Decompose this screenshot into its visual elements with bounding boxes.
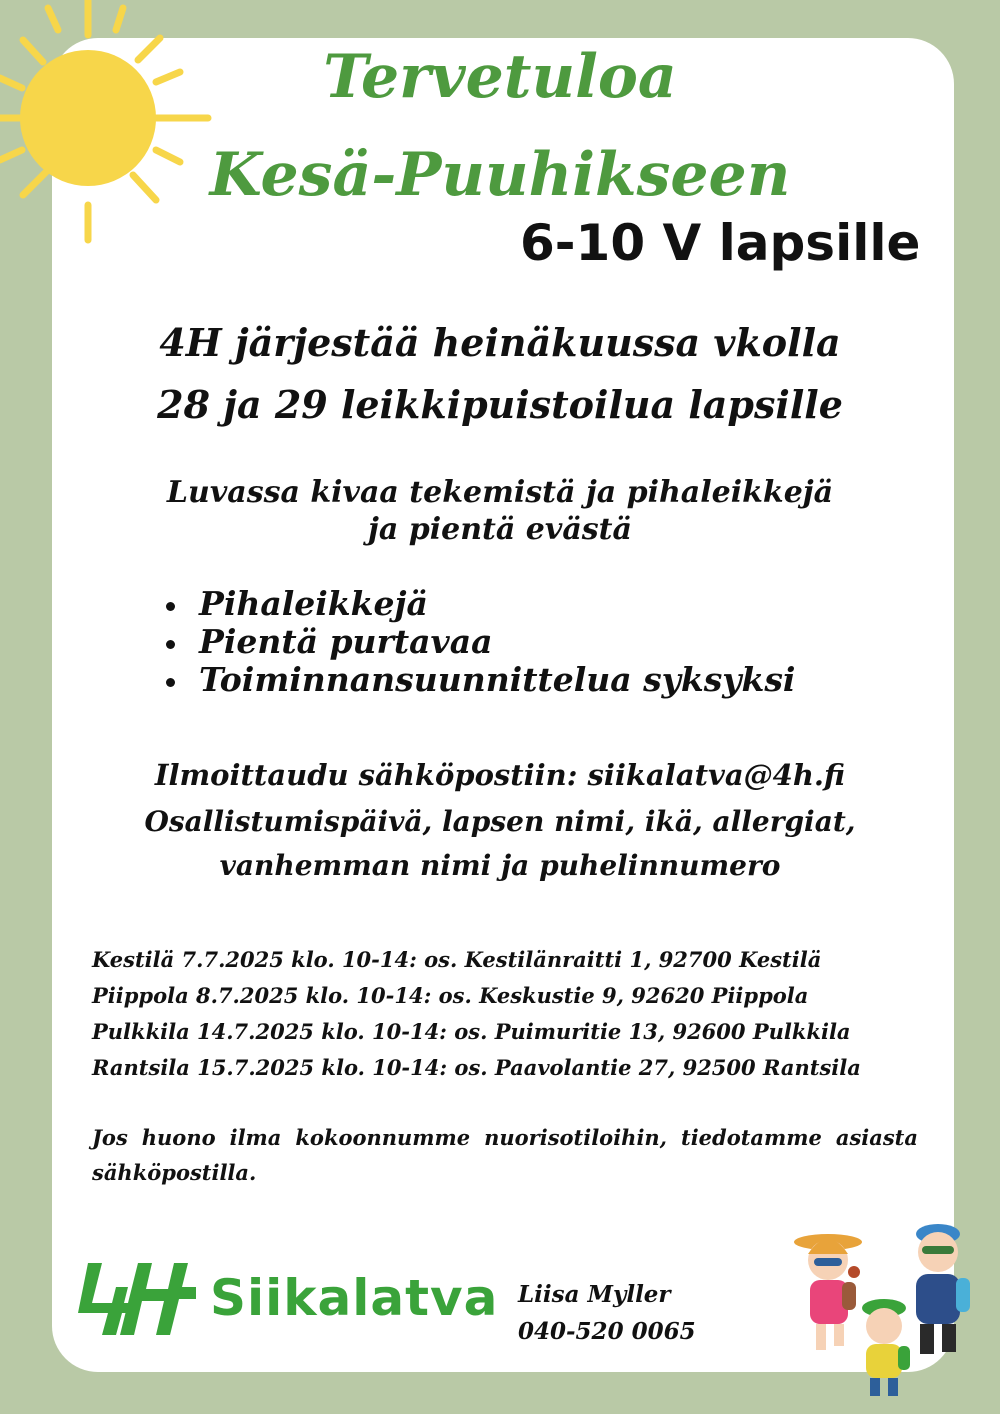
list-item: Pientä purtavaa — [166, 623, 795, 661]
intro-line-2: 28 ja 29 leikkipuistoilua lapsille — [157, 382, 843, 427]
title-line-2: Kesä-Puuhikseen — [209, 140, 791, 210]
logo-text: Siikalatva — [210, 1269, 499, 1327]
activity-list — [166, 585, 795, 699]
location-item: Pulkkila 14.7.2025 klo. 10-14: os. Puimuritie 13, 92600 Pulkkila — [92, 1019, 851, 1044]
contact-name: Liisa Myller — [518, 1281, 671, 1308]
registration-info-line-2: vanhemman nimi ja puhelinnumero — [219, 849, 781, 882]
title-line-1: Tervetuloa — [323, 42, 677, 112]
bullet-icon — [166, 678, 175, 687]
bullet-icon — [166, 602, 175, 611]
intro-text — [0, 312, 1000, 436]
location-item: Piippola 8.7.2025 klo. 10-14: os. Keskustie 9, 92620 Piippola — [92, 983, 809, 1008]
location-list — [92, 942, 861, 1086]
weather-note: Jos huono ilma kokoonnumme nuorisotiloihin, tiedotamme asiasta sähköpostilla. — [92, 1125, 918, 1185]
activities-line-2: ja pientä evästä — [368, 512, 632, 547]
intro-line-1: 4H järjestää heinäkuussa vkolla — [159, 320, 841, 365]
contact-phone: 040-520 0065 — [518, 1318, 696, 1345]
contact-info — [518, 1276, 696, 1350]
logo — [78, 1258, 498, 1338]
4h-logo-icon — [78, 1259, 198, 1337]
registration-info-line-1: Osallistumispäivä, lapsen nimi, ikä, allergiat, — [144, 805, 856, 838]
list-item: Toiminnansuunnittelua syksyksi — [166, 661, 795, 699]
activities-intro — [0, 474, 1000, 548]
sun-icon — [0, 0, 228, 260]
activities-line-1: Luvassa kivaa tekemistä ja pihaleikkejä — [166, 475, 834, 510]
registration-email[interactable]: Ilmoittaudu sähköpostiin: siikalatva@4h.fi — [154, 758, 846, 792]
list-item: Pihaleikkejä — [166, 585, 795, 623]
location-item: Kestilä 7.7.2025 klo. 10-14: os. Kestilänraitti 1, 92700 Kestilä — [92, 947, 822, 972]
registration-info — [0, 800, 1000, 888]
location-item: Rantsila 15.7.2025 klo. 10-14: os. Paavolantie 27, 92500 Rantsila — [92, 1055, 861, 1080]
age-group: 6-10 V lapsille — [520, 214, 921, 272]
children-illustration — [780, 1220, 980, 1400]
bullet-icon — [166, 640, 175, 649]
